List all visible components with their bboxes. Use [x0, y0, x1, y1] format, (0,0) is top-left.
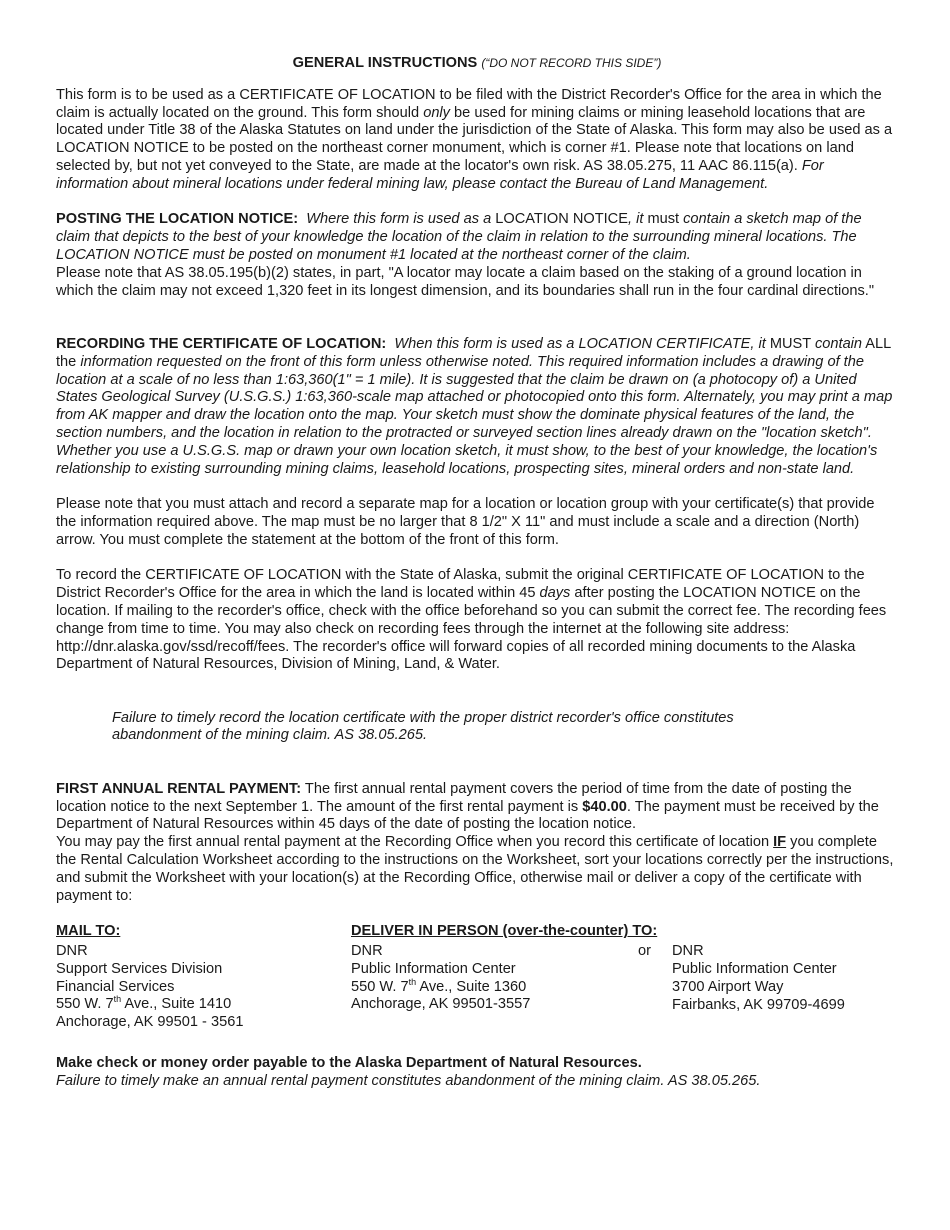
- fairbanks-line-3: 3700 Airport Way: [672, 978, 784, 995]
- intro-text-1: This form is to be used as a CERTIFICATE OF LOCATION to be filed with the District Recorder's Office for the area in which the claim is actually located on the ground. This form should: [56, 86, 882, 121]
- or-separator: or: [638, 943, 651, 960]
- anchorage-line-2: Public Information Center: [351, 960, 516, 977]
- rental-heading: FIRST ANNUAL RENTAL PAYMENT:: [56, 780, 302, 797]
- posting-text-3: , it: [627, 211, 648, 228]
- fairbanks-line-1: DNR: [672, 943, 704, 960]
- payment-footer: [56, 1055, 898, 1091]
- to-record-days: days: [539, 585, 571, 602]
- mail-to-heading: MAIL TO:: [56, 923, 121, 940]
- intro-text-2: be used for mining claims or mining leasehold locations that are located under Title 38 of the Alaska Statutes on land under the jurisdiction of the State of Alaska. This form may also be used as a LOCATION NOTICE to be posted on the northeast corner monument, which is corner #1. Please note that locations on land selected by, but not yet conveyed to the State, are made at the locator's own risk. AS 38.05.275, 11 AAC 86.115(a).: [56, 104, 893, 174]
- recording-text-5: information requested on the front of this form unless otherwise noted. This required information includes a drawing of the location at a scale of no less than 1:63,360(1" = 1 mile). It is suggested that the claim be drawn on (a photocopy of) a United States Geological Survey (U.S.G.S.) 1:63,360-scale map attached or photocopied onto this form. Alternately, you may print a map from AK mapper and draw the location onto the map. Your sketch must show the dominate physical features of the land, the section numbers, and the location in relation to the protracted or surveyed section lines already drawn on the "location sketch". Whether you use a U.S.G.S. map or drawn your own location sketch, it must show, to the best of your knowledge, the location's relationship to existing surrounding mining claims, leasehold locations, prospecting sites, mineral orders and non-state land.: [56, 353, 893, 477]
- recording-text-4: ALL the: [56, 335, 891, 370]
- rental-text-1: The first annual rental payment covers the period of time from the date of posting the location notice to the next September 1. The amount of the first rental payment is: [56, 780, 852, 815]
- recording-text-2: MUST: [769, 335, 811, 352]
- posting-text-4: must: [647, 211, 680, 228]
- rental-amount: $40.00: [582, 798, 627, 815]
- rental-text-2: . The payment must be received by the Department of Natural Resources within 45 days of the date of posting the location notice.: [56, 798, 879, 833]
- mail-line-4a: 550 W. 7: [56, 996, 114, 1013]
- anchorage-line-1: DNR: [351, 943, 383, 960]
- failure-note-line-1: Failure to timely record the location certificate with the proper district recorder's office constitutes: [112, 709, 734, 726]
- posting-text-5: contain a sketch map of the claim that depicts to the best of your knowledge the location of the claim in relation to the surrounding mineral locations. The LOCATION NOTICE must be posted on monument #1 located at the northeast corner of the claim.: [56, 211, 862, 263]
- instructions-page: [56, 55, 898, 1091]
- mail-line-2: Support Services Division: [56, 960, 223, 977]
- mail-line-3: Financial Services: [56, 978, 175, 995]
- intro-paragraph: [56, 87, 898, 194]
- title-subtitle: (“DO NOT RECORD THIS SIDE”): [481, 56, 662, 70]
- mail-line-5: Anchorage, AK 99501 - 3561: [56, 1014, 244, 1031]
- deliver-anchorage-address: [351, 923, 658, 1014]
- fairbanks-line-4: Fairbanks, AK 99709-4699: [672, 996, 845, 1013]
- mail-line-1: DNR: [56, 943, 88, 960]
- anchorage-line-3: [351, 976, 641, 997]
- deliver-fairbanks-address: [672, 943, 902, 1014]
- rental-text-3: You may pay the first annual rental payment at the Recording Office when you record this certificate of location: [56, 834, 774, 851]
- posting-paragraph: [56, 211, 898, 264]
- map-note-paragraph: Please note that you must attach and record a separate map for a location or location group with your certificate(s) that provide the information required above. The map must be no larger that 8 1/2" X 11" and must include a scale and a direction (North) arrow. You must complete the statement at the bottom of the front of this form.: [56, 496, 875, 548]
- anchorage-line-3-sup: th: [408, 976, 417, 987]
- anchorage-line-4: Anchorage, AK 99501-3557: [351, 996, 531, 1013]
- recording-paragraph: [56, 336, 898, 478]
- posting-text-1: Where this form is used as a: [306, 211, 496, 228]
- mail-line-4b: Ave., Suite 1410: [121, 996, 232, 1013]
- recording-heading: RECORDING THE CERTIFICATE OF LOCATION:: [56, 335, 387, 352]
- intro-only: only: [423, 104, 450, 121]
- rental-warning: Failure to timely make an annual rental payment constitutes abandonment of the mining claim. AS 38.05.265.: [56, 1073, 761, 1090]
- fairbanks-line-2: Public Information Center: [672, 961, 837, 978]
- to-record-text-1: To record the CERTIFICATE OF LOCATION with the State of Alaska, submit the original CERTIFICATE OF LOCATION to the District Recorder's Office for the area in which the land is located within 45: [56, 567, 865, 602]
- to-record-paragraph: [56, 567, 898, 674]
- recording-text-3: contain: [814, 335, 863, 352]
- recording-text-1: When this form is used as a LOCATION CERTIFICATE, it: [394, 335, 770, 352]
- posting-heading: POSTING THE LOCATION NOTICE:: [56, 211, 299, 228]
- page-title: [56, 55, 898, 73]
- to-record-text-2: after posting the LOCATION NOTICE on the location. If mailing to the recorder's office, check with the office beforehand so you can submit the correct fee. The recording fees change from time to time. You may also check on recording fees through the internet at the following site address: http://dnr.alaska.gov/ssd/recoff/fees. The recorder's office will forward copies of all recorded mining documents to the Alaska Department of Natural Resources, Division of Mining, Land, & Water.: [56, 585, 887, 673]
- posting-text-2: LOCATION NOTICE: [495, 211, 628, 228]
- failure-note: [56, 710, 898, 746]
- rental-if: IF: [773, 834, 787, 851]
- deliver-heading: DELIVER IN PERSON (over-the-counter) TO:: [351, 923, 658, 940]
- mail-line-4-sup: th: [113, 994, 122, 1005]
- payable-note: Make check or money order payable to the Alaska Department of Natural Resources.: [56, 1055, 642, 1072]
- rental-text-4: you complete the Rental Calculation Worksheet according to the instructions on the Worksheet, sort your locations correctly per the instructions, and submit the Worksheet with your location(s) at the Recording Office, otherwise mail or deliver a copy of the certificate with payment to:: [56, 834, 894, 904]
- anchorage-line-3a: 550 W. 7: [351, 978, 409, 995]
- address-block: [56, 923, 898, 1033]
- mail-line-4: [56, 996, 346, 1014]
- anchorage-line-3b: Ave., Suite 1360: [416, 978, 527, 995]
- rental-paragraph-2: [56, 834, 898, 905]
- intro-federal-note: For information about mineral locations under federal mining law, please contact the Bureau of Land Management.: [56, 157, 824, 192]
- rental-paragraph: [56, 781, 898, 834]
- mail-to-address: [56, 923, 346, 1032]
- title-text: GENERAL INSTRUCTIONS: [292, 55, 478, 71]
- posting-note: Please note that AS 38.05.195(b)(2) states, in part, "A locator may locate a claim based on the staking of a ground location in which the claim may not exceed 1,320 feet in its longest dimension, and its boundaries shall run in the four cardinal directions.": [56, 264, 875, 299]
- failure-note-line-2: abandonment of the mining claim. AS 38.05.265.: [112, 727, 428, 744]
